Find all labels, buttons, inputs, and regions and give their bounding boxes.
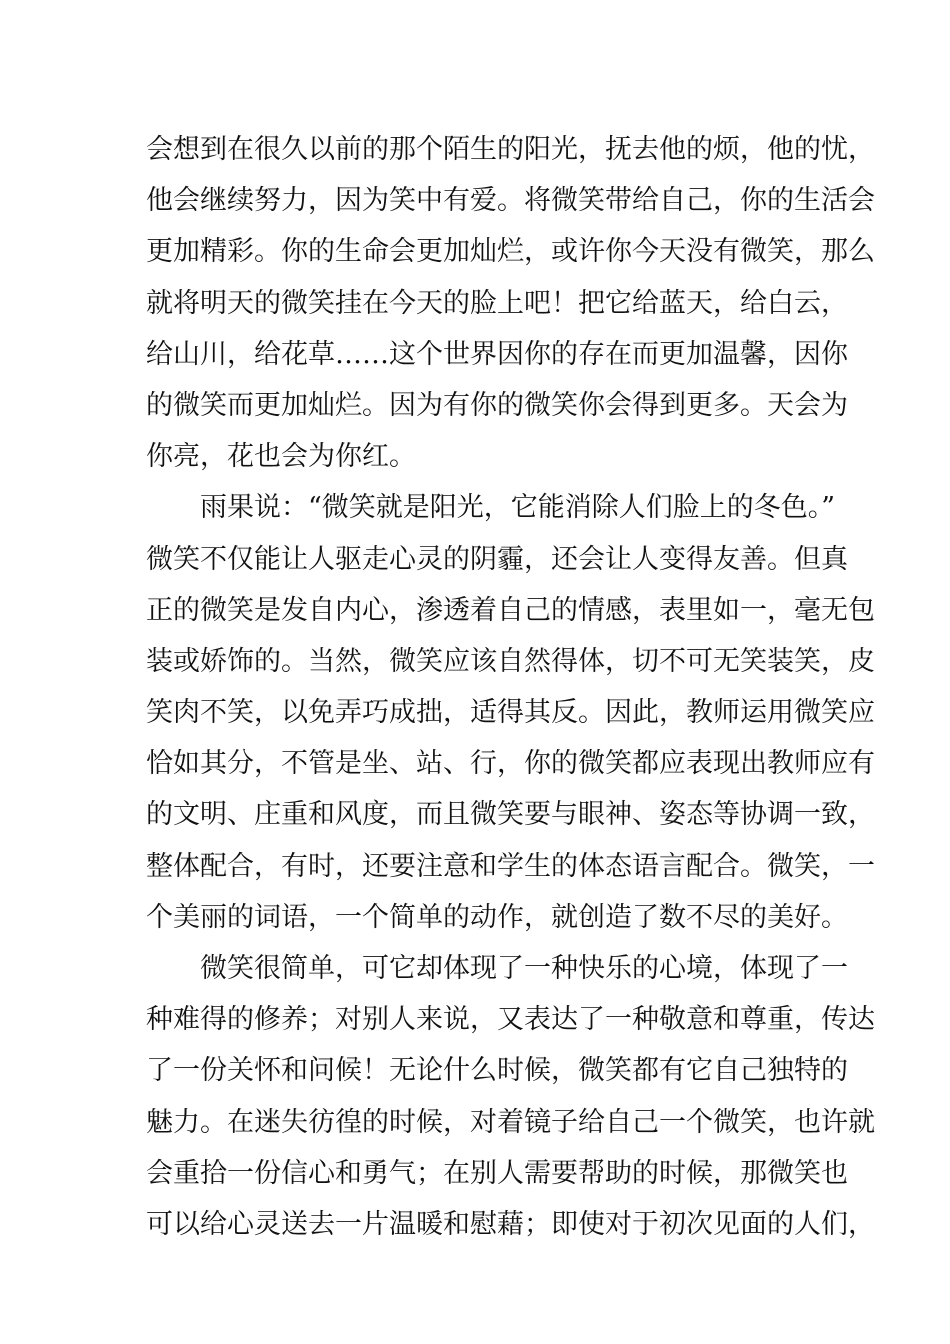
text-line: 给山川，给花草……这个世界因你的存在而更加温馨，因你 [146,338,848,370]
text-line: 个美丽的词语，一个简单的动作，就创造了数不尽的美好。 [146,901,848,933]
body-text [146,124,875,1250]
text-line: 恰如其分，不管是坐、站、行，你的微笑都应表现出教师应有 [146,748,875,780]
paragraph-start-line: 雨果说：“微笑就是阳光，它能消除人们脸上的冬色。” [200,492,836,524]
text-line: 的文明、庄重和风度，而且微笑要与眼神、姿态等协调一致， [146,799,875,831]
text-line: 装或娇饰的。当然，微笑应该自然得体，切不可无笑装笑，皮 [146,645,875,677]
text-line: 可以给心灵送去一片温暖和慰藉；即使对于初次见面的人们， [146,1208,875,1240]
text-line: 他会继续努力，因为笑中有爱。将微笑带给自己，你的生活会 [146,185,875,217]
text-line: 正的微笑是发自内心，渗透着自己的情感，表里如一，毫无包 [146,594,875,626]
text-line: 微笑不仅能让人驱走心灵的阴霾，还会让人变得友善。但真 [146,543,848,575]
text-line: 会想到在很久以前的那个陌生的阳光，抚去他的烦，他的忧， [146,134,875,165]
text-line: 会重拾一份信心和勇气；在别人需要帮助的时候，那微笑也 [146,1157,848,1189]
text-line: 笑肉不笑，以免弄巧成拙，适得其反。因此，教师运用微笑应 [146,697,875,729]
text-line: 整体配合，有时，还要注意和学生的体态语言配合。微笑，一 [146,850,875,882]
text-line: 魅力。在迷失彷徨的时候，对着镜子给自己一个微笑，也许就 [146,1106,875,1138]
text-line: 种难得的修养；对别人来说，又表达了一种敬意和尊重，传达 [146,1004,875,1036]
text-line: 更加精彩。你的生命会更加灿烂，或许你今天没有微笑，那么 [146,236,875,268]
text-line: 的微笑而更加灿烂。因为有你的微笑你会得到更多。天会为 [146,389,848,421]
text-line: 就将明天的微笑挂在今天的脸上吧！把它给蓝天，给白云， [146,287,848,319]
text-line: 你亮，花也会为你红。 [146,441,416,473]
paragraph-start-line: 微笑很简单，可它却体现了一种快乐的心境，体现了一 [200,953,848,984]
text-line: 了一份关怀和问候！无论什么时候，微笑都有它自己独特的 [146,1055,848,1087]
